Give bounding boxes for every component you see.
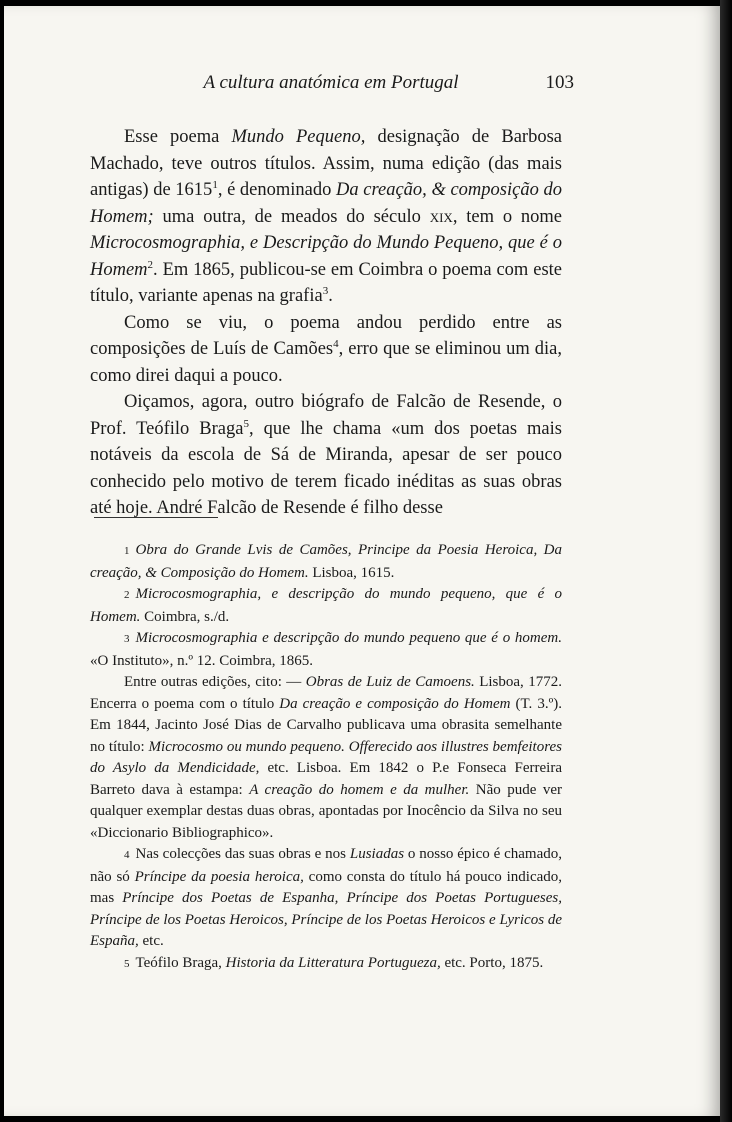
footnote-italic: Obra do Grande Lvis de Camões, Principe da Poesia Heroica, Da creação, & Composição do Homem. bbox=[90, 542, 562, 581]
footnote-italic: Da creação e composição do Homem bbox=[279, 695, 511, 712]
text: . Em 1865, publicou-se em Coimbra o poema com este título, variante apenas na grafia bbox=[90, 259, 562, 306]
footnote-1 bbox=[90, 540, 562, 584]
footnote-ref-2: 2 bbox=[147, 258, 154, 271]
text: , tem o nome bbox=[452, 206, 562, 227]
text: , erro que se eliminou um dia, como direi daqui a pouco. bbox=[90, 339, 562, 386]
footnote-italic: Príncipe dos Poetas de Espanha, Príncipe dos Poetas Portugueses, Príncipe de los Poetas Heroicos, Príncipe de los Poetas Heroicos e Lyricos de España, bbox=[90, 890, 562, 949]
footnote-3-continued bbox=[90, 672, 562, 844]
footnote-separator bbox=[94, 517, 218, 518]
footnote-italic: Microcosmo ou mundo pequeno. Offerecido aos illustres bemfeitores do Asylo da Mendicidade, bbox=[90, 738, 562, 776]
title-italic: Da creação, & composição do Homem; bbox=[90, 180, 562, 227]
footnote-text: Entre outras edições, cito: — bbox=[124, 674, 306, 690]
paragraph-2 bbox=[90, 310, 562, 390]
footnote-text: Nas colecções das suas obras e nos bbox=[135, 846, 350, 862]
footnote-ref-4: 4 bbox=[333, 337, 339, 350]
text: , que lhe chama «um dos poetas mais notáveis da escola de Sá de Miranda, apesar de ser pouco conhecido pelo motivo de terem ficado inéditas as suas obras até hoje. André Falcão de Resende é filho desse bbox=[90, 418, 562, 518]
footnote-text: Teófilo Braga, bbox=[135, 954, 226, 971]
text: Esse poema bbox=[124, 127, 232, 147]
footnote-ref-3: 3 bbox=[322, 284, 329, 297]
footnote-italic: Historia da Litteratura Portugueza, bbox=[225, 954, 441, 971]
footnote-italic: Príncipe da poesia heroica, bbox=[134, 868, 304, 885]
century-numeral: xix bbox=[429, 206, 453, 227]
running-title: A cultura anatómica em Portugal bbox=[203, 72, 459, 93]
footnote-text: Lisboa, 1615. bbox=[308, 564, 395, 581]
footnotes bbox=[90, 540, 562, 975]
text: uma outra, de meados do século bbox=[153, 206, 430, 227]
text: . bbox=[328, 286, 333, 306]
title-italic: Microcosmographia, e Descripção do Mundo Pequeno, que é o Homem bbox=[90, 233, 562, 280]
text: designação de Barbosa Machado, teve outros títulos. Assim, numa edição (das mais antigas) de 1615 bbox=[90, 127, 562, 200]
footnote-ref-1: 1 bbox=[212, 178, 218, 191]
footnote-italic: Lusiadas bbox=[349, 846, 405, 862]
footnote-text: como consta do título há pouco indicado, mas bbox=[90, 868, 563, 906]
page-number: 103 bbox=[545, 72, 574, 93]
footnote-text: Não pude ver qualquer exemplar destas duas obras, apontadas por Inocêncio da Silva no seu «Diccionario Bibliographico». bbox=[90, 781, 562, 841]
footnote-italic: Microcosmographia e descripção do mundo pequeno que é o homem. bbox=[135, 630, 562, 646]
footnote-italic: Microcosmographia, e descripção do mundo pequeno, que é o Homem. bbox=[90, 586, 562, 625]
footnote-text: Coimbra, s./d. bbox=[140, 608, 230, 625]
footnote-number: 1 bbox=[124, 545, 130, 557]
page-edge-shadow bbox=[720, 0, 732, 1122]
footnote-text: etc. Porto, 1875. bbox=[440, 954, 544, 971]
footnote-text: «O Instituto», n.º 12. Coimbra, 1865. bbox=[90, 652, 313, 669]
footnote-ref-5: 5 bbox=[243, 417, 249, 430]
text: Como se viu, o poema andou perdido entre as composições de Luís de Camões bbox=[90, 312, 562, 359]
footnote-text: Lisboa, 1772. Encerra o poema com o título bbox=[90, 674, 562, 712]
footnote-italic: A creação do homem e da mulher. bbox=[249, 781, 470, 798]
page-header bbox=[88, 72, 574, 98]
text: , é denominado bbox=[217, 180, 337, 200]
footnote-2 bbox=[90, 584, 562, 628]
title-italic: Mundo Pequeno, bbox=[231, 127, 366, 147]
footnote-3 bbox=[90, 628, 562, 672]
footnote-number: 2 bbox=[124, 589, 130, 601]
footnote-number: 4 bbox=[124, 849, 130, 861]
footnote-text: (T. 3.º). Em 1844, Jacinto José Dias de Carvalho publicava uma obrasita semelhante no título: bbox=[90, 695, 562, 755]
footnote-5 bbox=[90, 953, 562, 976]
footnote-text: o nosso épico é chamado, não só bbox=[90, 846, 562, 885]
footnote-number: 5 bbox=[124, 957, 130, 970]
footnote-italic: Obras de Luiz de Camoens. bbox=[305, 674, 475, 690]
footnote-text: etc. bbox=[138, 933, 164, 949]
footnote-number: 3 bbox=[124, 633, 130, 645]
paragraph-3 bbox=[90, 389, 562, 522]
paragraph-1 bbox=[90, 124, 562, 310]
text: Oiçamos, agora, outro biógrafo de Falcão de Resende, o Prof. Teófilo Braga bbox=[90, 392, 562, 439]
main-text bbox=[90, 124, 562, 522]
footnote-4 bbox=[90, 844, 562, 953]
footnote-text: etc. Lisboa. Em 1842 o P.e Fonseca Ferreira Barreto dava à estampa: bbox=[90, 760, 562, 798]
